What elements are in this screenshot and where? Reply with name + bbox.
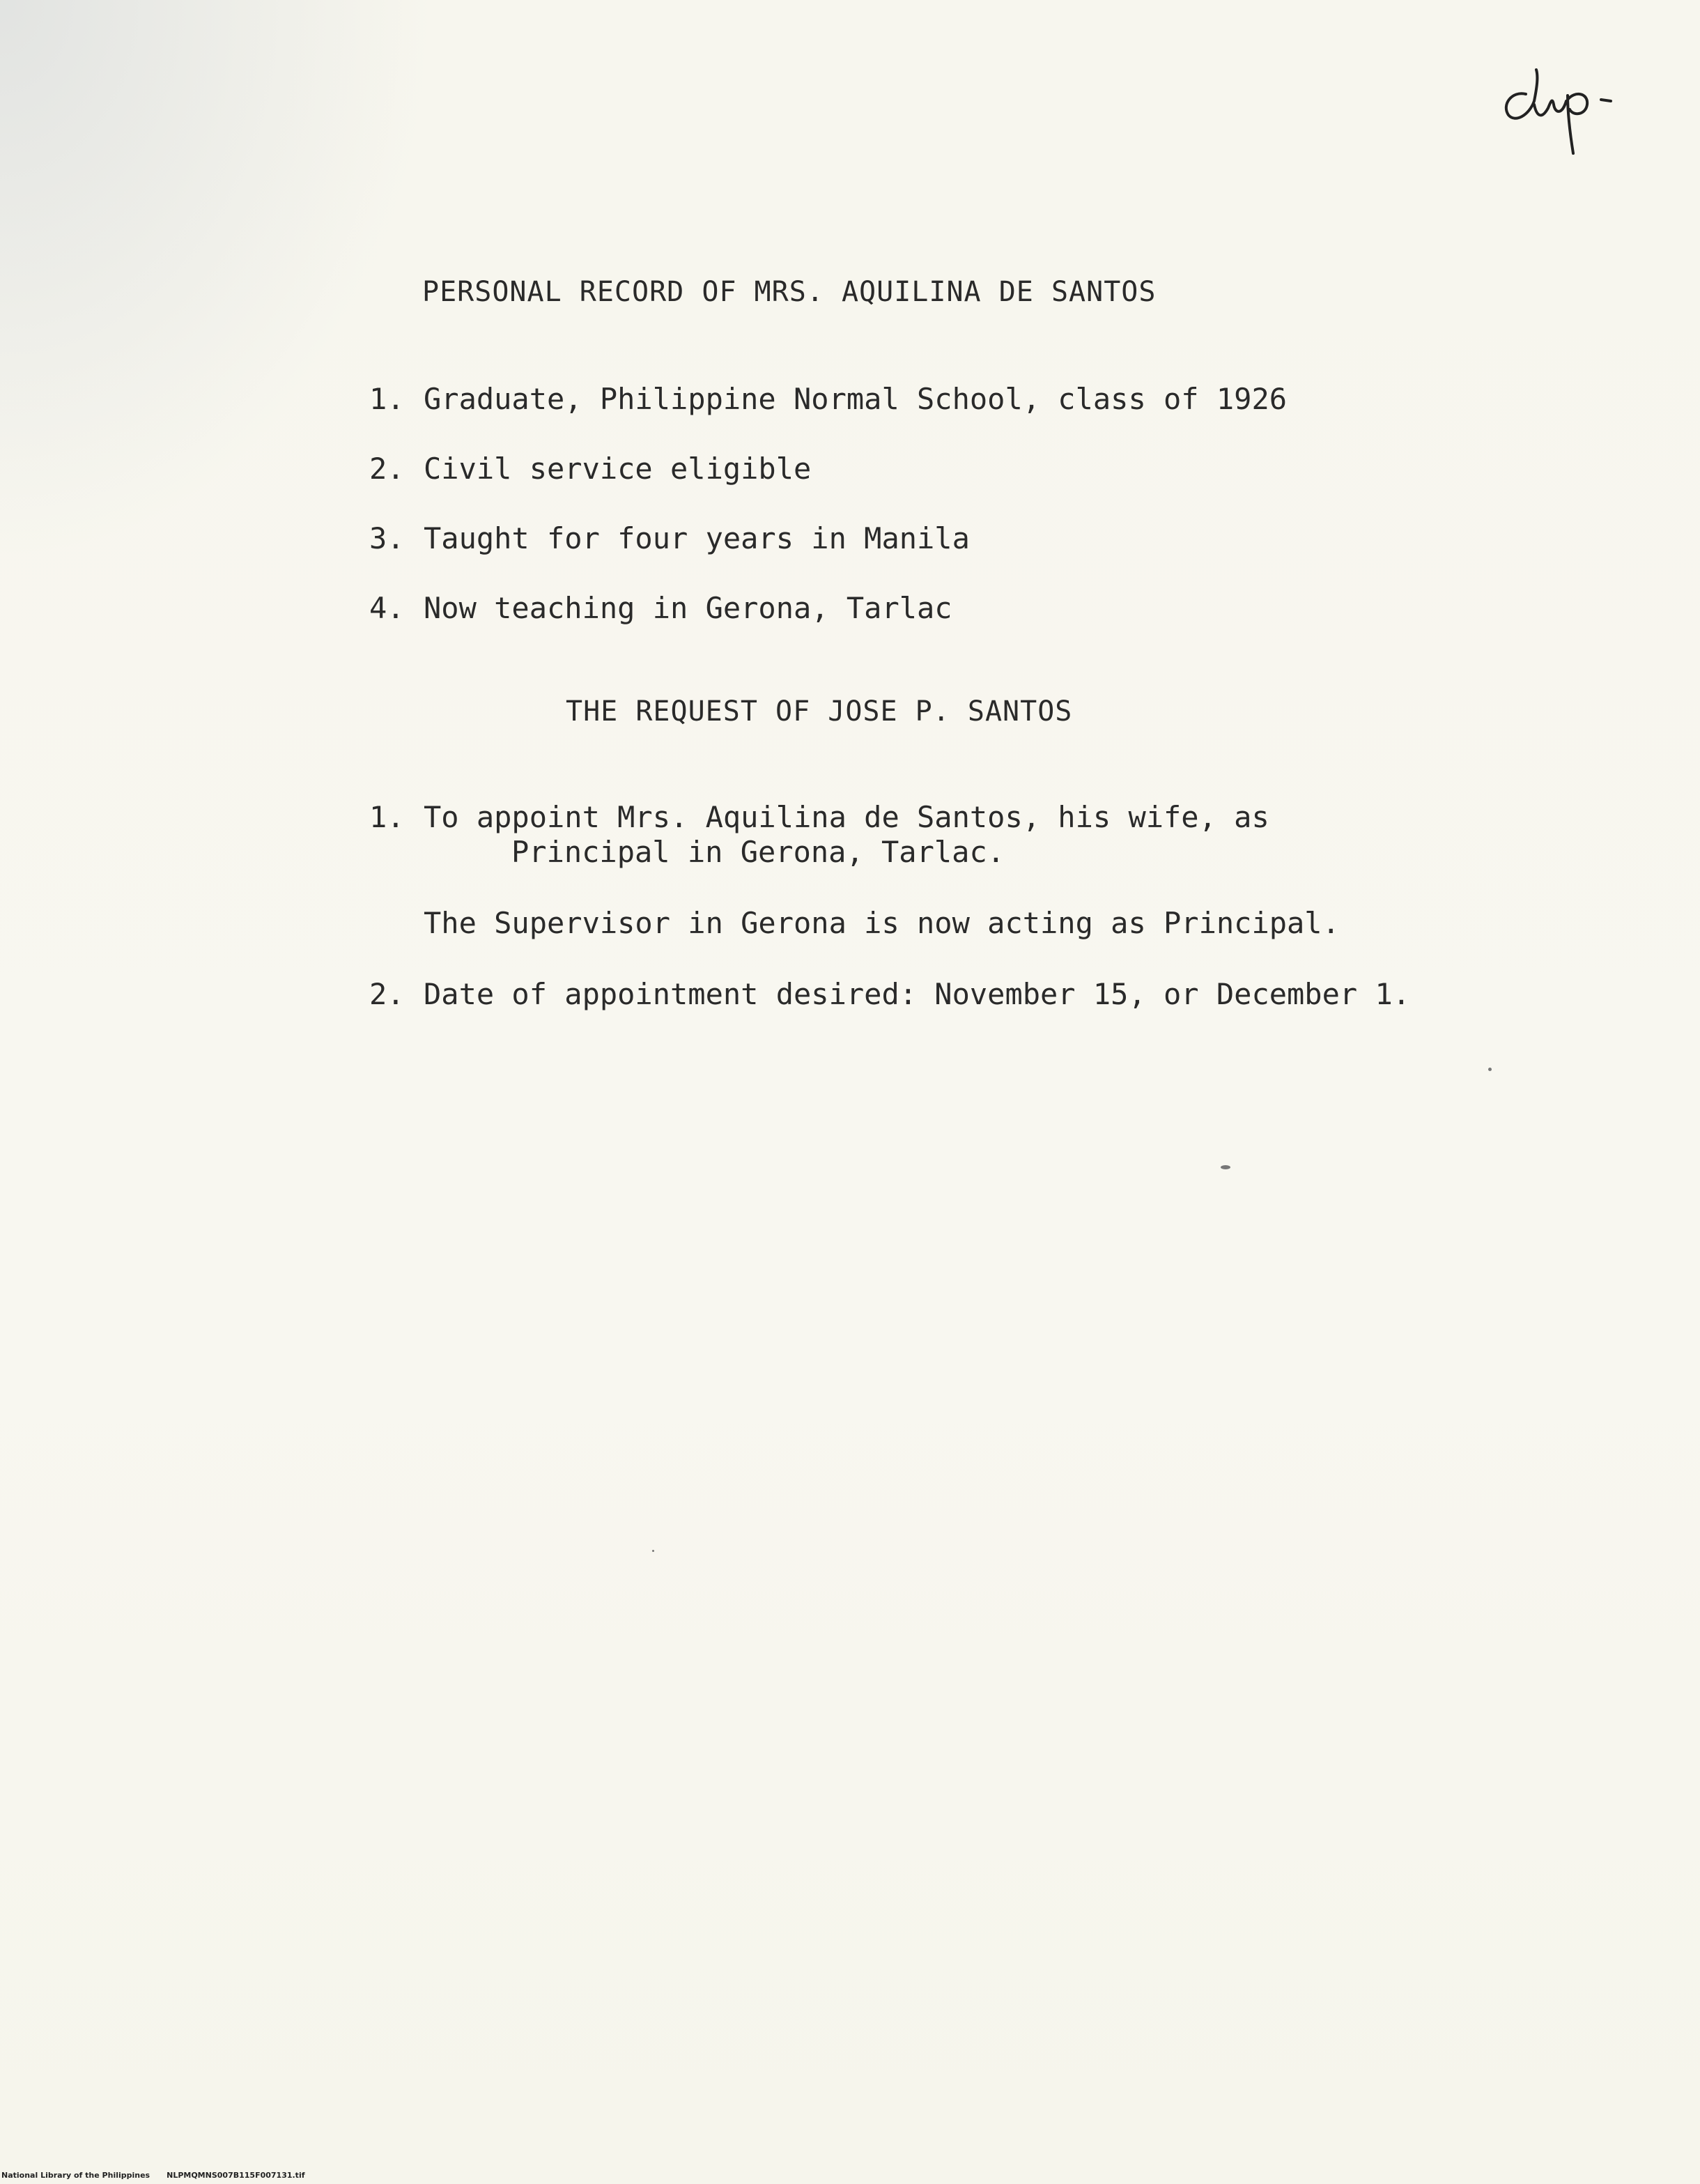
item-text: Taught for four years in Manila	[424, 521, 970, 555]
paper-speck	[1488, 1068, 1492, 1071]
item-number: 4.	[369, 591, 405, 625]
item-number: 3.	[369, 521, 405, 555]
item-number: 2.	[369, 977, 405, 1011]
list-item	[369, 977, 1410, 1011]
list-item	[369, 382, 1287, 416]
list-item	[369, 521, 970, 555]
supervisor-note: The Supervisor in Gerona is now acting as Principal.	[424, 906, 1340, 940]
scan-footer	[1, 2171, 322, 2180]
item-number: 1.	[369, 800, 405, 834]
item-text: Now teaching in Gerona, Tarlac	[424, 591, 952, 625]
item-number: 2.	[369, 452, 405, 486]
paper-speck	[1221, 1165, 1230, 1169]
item-text: Civil service eligible	[424, 452, 812, 486]
item-text: Graduate, Philippine Normal School, class of 1926	[424, 382, 1288, 416]
item-text: To appoint Mrs. Aquilina de Santos, his wife, as	[424, 800, 1269, 834]
item-number: 1.	[369, 382, 405, 416]
item-text: Date of appointment desired: November 15, or December 1.	[424, 977, 1411, 1011]
item-continuation: Principal in Gerona, Tarlac.	[511, 835, 1005, 869]
handwritten-annotation	[1498, 66, 1630, 164]
footer-library: National Library of the Philippines	[1, 2171, 150, 2180]
request-heading: THE REQUEST OF JOSE P. SANTOS	[566, 695, 1073, 728]
list-item	[369, 591, 952, 625]
paper-speck	[652, 1550, 654, 1552]
footer-file: NLPMQMNS007B115F007131.tif	[167, 2171, 305, 2180]
list-item	[369, 800, 1269, 834]
list-item	[369, 452, 811, 486]
personal-record-heading: PERSONAL RECORD OF MRS. AQUILINA DE SANTOS	[422, 276, 1157, 308]
